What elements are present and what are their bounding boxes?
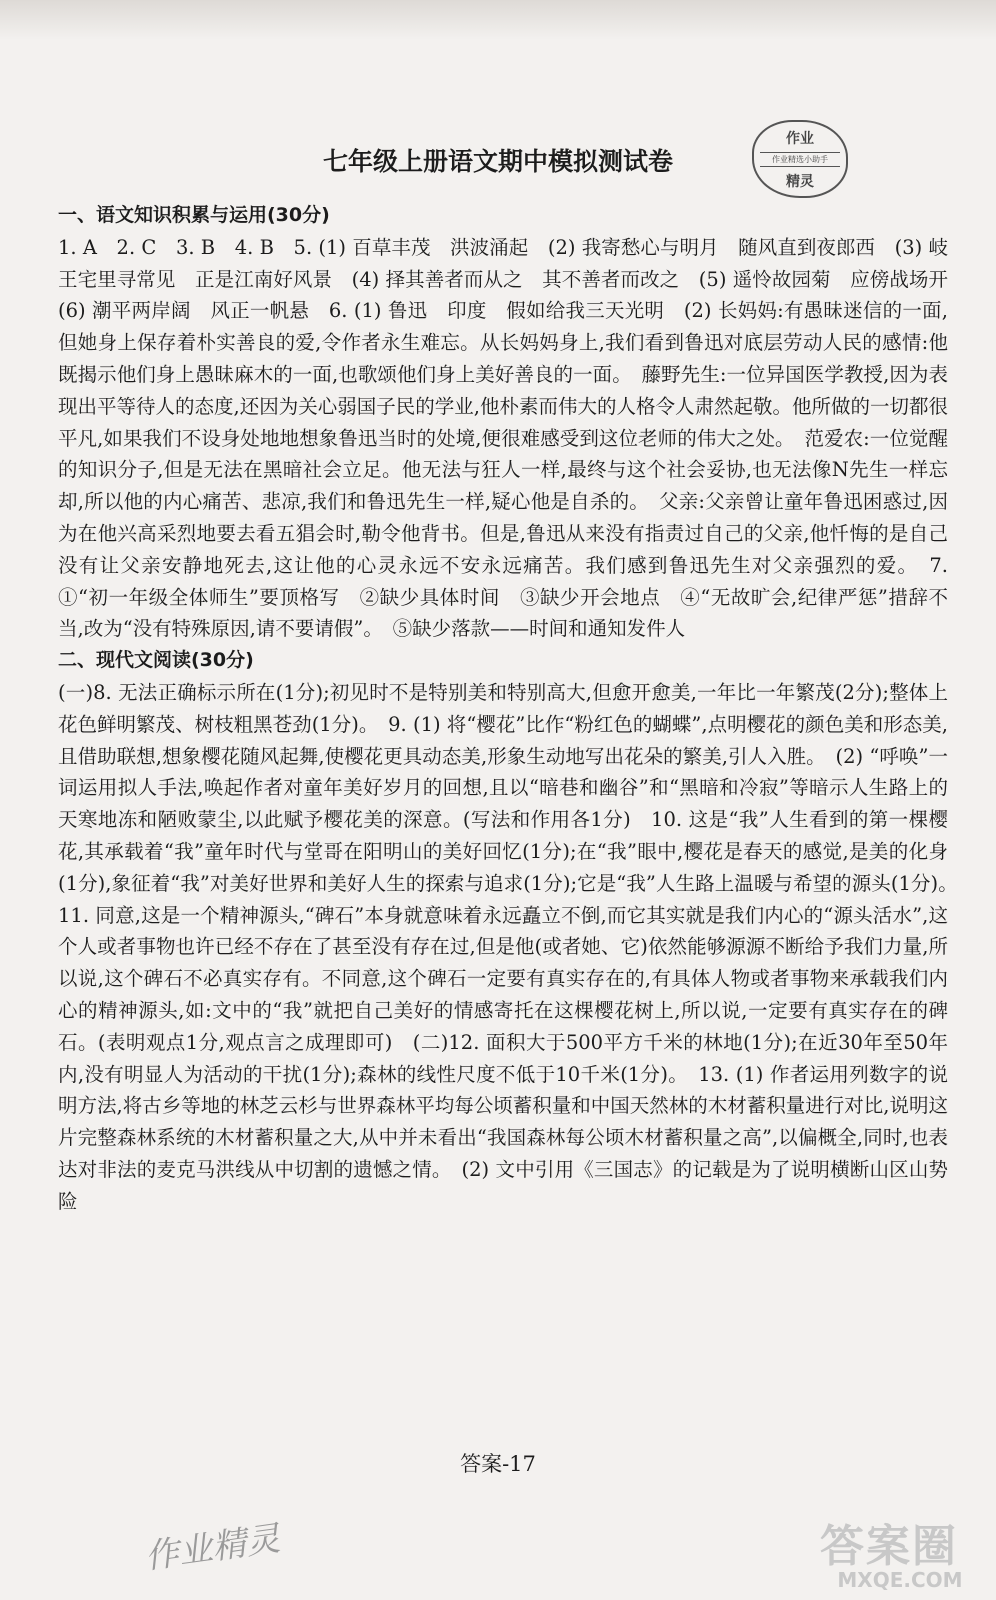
- section-heading-1: 一、语文知识积累与运用(30分): [58, 204, 330, 226]
- watermark-logo-url: MXQE.COM: [837, 1568, 963, 1592]
- page-number: 答案-17: [460, 1452, 536, 1476]
- section-heading-2: 二、现代文阅读(30分): [58, 649, 254, 672]
- page-title: 七年级上册语文期中模拟测试卷: [322, 147, 673, 176]
- top-shadow: [0, 0, 996, 40]
- stamp-top-text: 作业: [786, 131, 814, 147]
- answer-content: [58, 200, 968, 1218]
- stamp-mid-text: 作业精选小助手: [760, 152, 840, 167]
- stamp-bottom-text: 精灵: [786, 174, 814, 190]
- watermark-logo-text: 答案圈: [820, 1521, 958, 1572]
- site-watermark-logo: [820, 1510, 980, 1590]
- section-1-answers: 1. A 2. C 3. B 4. B 5. (1) 百草丰茂 洪波涌起 (2) 我寄愁心与明月 随风直到夜郎西 (3) 岐王宅里寻常见 正是江南好风景 (4) 择其善者而从之 其不善者而改之 (5) 遥怜故园菊 应傍战场开 (6) 潮平两岸阔 风正一帆悬 6. (1) 鲁迅 印度 假如给我三天光明 (2) 长妈妈:有愚昧迷信的一面,但她身上保存着朴实善良的爱,令作者永生难忘。从长妈妈身上,我们看到鲁迅对底层劳动人民的感情:他既揭示他们身上愚昧麻木的一面,也歌颂他们身上美好善良的一面。 藤野先生:一位异国医学教授,因为表现出平等待人的态度,还因为关心弱国子民的学业,他朴素而伟大的人格令人肃然起敬。他所做的一切都很平凡,如果我们不设身处地地想象鲁迅当时的处境,便很难感受到这位老师的伟大之处。 范爱农:一位觉醒的知识分子,但是无法在黑暗社会立足。他无法与狂人一样,最终与这个社会妥协,也无法像N先生一样忘却,所以他的内心痛苦、悲凉,我们和鲁迅先生一样,疑心他是自杀的。 父亲:父亲曾让童年鲁迅困惑过,因为在他兴高采烈地要去看五猖会时,勒令他背书。但是,鲁迅从来没有指责过自己的父亲,他忏悔的是自己没有让父亲安静地死去,这让他的心灵永远不安永远痛苦。我们感到鲁迅先生对父亲强烈的爱。 7. ①“初一年级全体师生”要顶格写 ②缺少具体时间 ③缺少开会地点 ④“无故旷会,纪律严惩”措辞不当,改为“没有特殊原因,请不要请假”。 ⑤缺少落款——时间和通知发件人: [58, 235, 968, 641]
- handwritten-watermark: 作业精灵: [142, 1518, 283, 1578]
- section-2-answers: (一)8. 无法正确标示所在(1分);初见时不是特别美和特别高大,但愈开愈美,一年比一年繁茂(2分);整体上花色鲜明繁茂、树枝粗黑苍劲(1分)。 9. (1) 将“樱花”比作“粉红色的蝴蝶”,点明樱花的颜色美和形态美,且借助联想,想象樱花随风起舞,使樱花更具动态美,形象生动地写出花朵的繁美,引人入胜。 (2) “呼唤”一词运用拟人手法,唤起作者对童年美好岁月的回想,且以“暗巷和幽谷”和“黑暗和冷寂”等暗示人生路上的天寒地冻和陋败蒙尘,以此赋予樱花美的深意。(写法和作用各1分) 10. 这是“我”人生看到的第一棵樱花,其承载着“我”童年时代与堂哥在阳明山的美好回忆(1分);在“我”眼中,樱花是春天的感觉,是美的化身(1分),象征着“我”对美好世界和美好人生的探索与追求(1分);它是“我”人生路上温暖与希望的源头(1分)。 11. 同意,这是一个精神源头,“碑石”本身就意味着永远矗立不倒,而它其实就是我们内心的“源头活水”,这个人或者事物也许已经不存在了甚至没有存在过,但是他(或者她、它)依然能够源源不断给予我们力量,所以说,这个碑石不必真实存有。不同意,这个碑石一定要有真实存在的,有具体人物或者事物来承载我们内心的精神源头,如:文中的“我”就把自己美好的情感寄托在这棵樱花树上,所以说,一定要有真实存在的碑石。(表明观点1分,观点言之成理即可) (二)12. 面积大于500平方千米的林地(1分);在近30年至50年内,没有明显人为活动的干扰(1分);森林的线性尺度不低于10千米(1分)。 13. (1) 作者运用列数字的说明方法,将古乡等地的林芝云杉与世界森林平均每公顷蓄积量和中国天然林的木材蓄积量进行对比,说明这片完整森林系统的木材蓄积量之大,从中并未看出“我国森林每公顷木材蓄积量之高”,以偏概全,同时,也表达对非法的麦克马洪线从中切割的遗憾之情。 (2) 文中引用《三国志》的记载是为了说明横断山区山势险: [58, 680, 968, 1213]
